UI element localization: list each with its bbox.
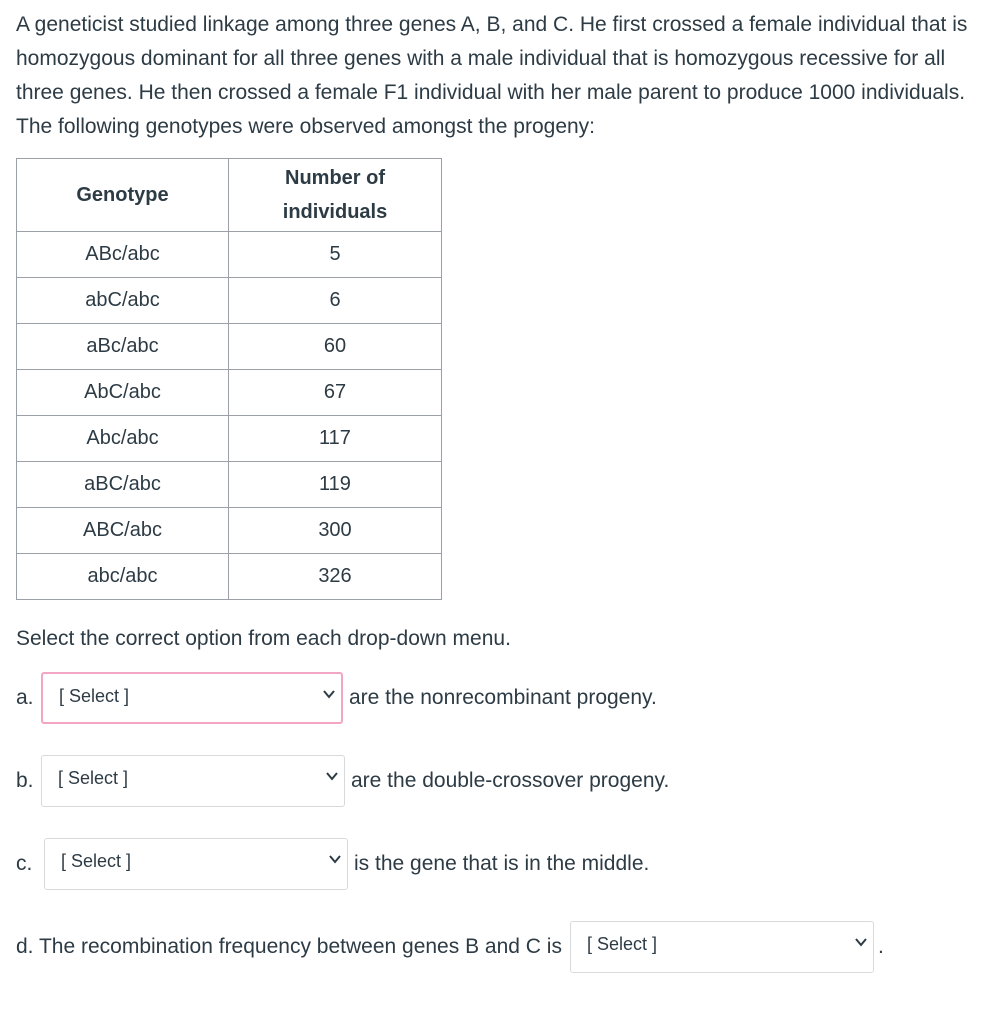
part-a <box>16 672 657 724</box>
table-row <box>17 508 442 554</box>
chevron-down-icon <box>324 768 340 784</box>
part-c <box>16 838 649 890</box>
count-cell: 119 <box>229 462 442 508</box>
table-row <box>17 278 442 324</box>
count-cell: 326 <box>229 554 442 600</box>
genotype-cell: abc/abc <box>17 554 229 600</box>
chevron-down-icon <box>327 851 343 867</box>
genotype-cell: ABC/abc <box>17 508 229 554</box>
part-c-select-value: [ Select ] <box>61 851 132 871</box>
genotype-cell: abC/abc <box>17 278 229 324</box>
header-genotype: Genotype <box>17 159 229 232</box>
part-b-select-value: [ Select ] <box>58 768 129 788</box>
genotype-cell: AbC/abc <box>17 370 229 416</box>
table-row <box>17 462 442 508</box>
part-c-select[interactable] <box>44 838 348 890</box>
genotype-cell: aBC/abc <box>17 462 229 508</box>
table-header-row <box>17 159 442 232</box>
count-cell: 5 <box>229 232 442 278</box>
part-d-text-before: d. The recombination frequency between genes B and C is <box>16 935 562 958</box>
count-cell: 60 <box>229 324 442 370</box>
genotype-table <box>16 158 442 600</box>
genotype-cell: Abc/abc <box>17 416 229 462</box>
table-row <box>17 416 442 462</box>
part-d-select[interactable] <box>570 921 874 973</box>
genotype-cell: aBc/abc <box>17 324 229 370</box>
genotype-cell: ABc/abc <box>17 232 229 278</box>
chevron-down-icon <box>321 686 337 702</box>
part-b-text: are the double-crossover progeny. <box>351 769 670 792</box>
count-cell: 67 <box>229 370 442 416</box>
table-row <box>17 232 442 278</box>
part-b-letter: b. <box>16 769 34 792</box>
part-c-letter: c. <box>16 852 33 875</box>
count-cell: 6 <box>229 278 442 324</box>
part-d-text-after: . <box>877 935 884 958</box>
table-row <box>17 324 442 370</box>
question-intro: A geneticist studied linkage among three genes A, B, and C. He first crossed a female individual that is homozygous dominant for all three genes with a male individual that is homozygous recessive for all three genes. He then crossed a female F1 individual with her male parent to produce 1000 individuals. The following genotypes were observed amongst the progeny: <box>16 13 968 138</box>
part-a-select[interactable] <box>41 672 343 724</box>
part-a-select-value: [ Select ] <box>59 686 130 706</box>
part-a-letter: a. <box>16 686 34 709</box>
part-b-select[interactable] <box>41 755 345 807</box>
part-b <box>16 755 669 807</box>
table-row <box>17 370 442 416</box>
part-c-text: is the gene that is in the middle. <box>354 852 650 875</box>
chevron-down-icon <box>853 934 869 950</box>
table-row <box>17 554 442 600</box>
count-cell: 117 <box>229 416 442 462</box>
part-d <box>16 921 884 973</box>
header-number-of-individuals: Number of individuals <box>229 159 442 232</box>
part-a-text: are the nonrecombinant progeny. <box>349 686 657 709</box>
part-d-select-value: [ Select ] <box>586 934 657 954</box>
count-cell: 300 <box>229 508 442 554</box>
instructions: Select the correct option from each drop-down menu. <box>16 627 511 650</box>
